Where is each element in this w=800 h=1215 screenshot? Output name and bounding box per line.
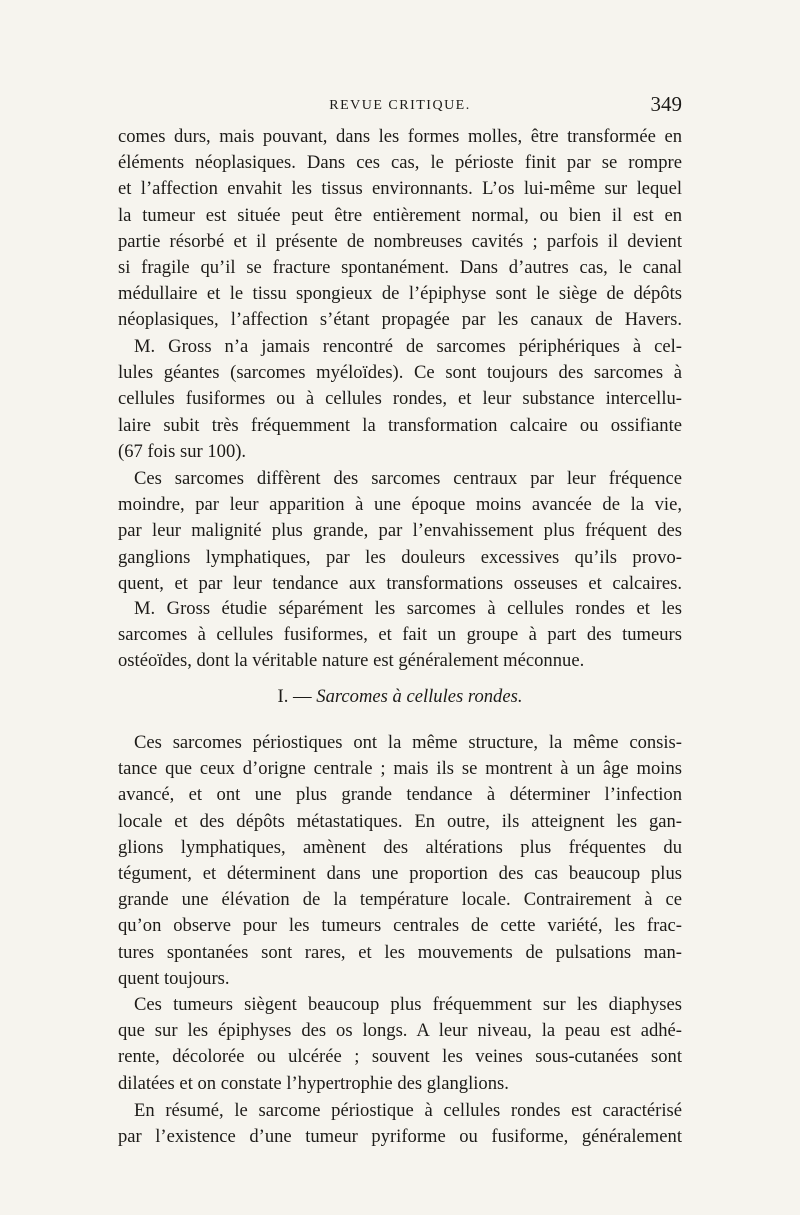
paragraph-6 xyxy=(118,992,682,1097)
text-line: cellules fusiformes ou à cellules rondes, et leur substance intercellu- xyxy=(118,388,682,410)
text-line: tures spontanées sont rares, et les mouvements de pulsations man- xyxy=(118,941,682,963)
text-line: glions lymphatiques, amènent des altérations plus fréquentes du xyxy=(118,836,682,858)
text-line: M. Gross n’a jamais rencontré de sarcomes périphériques à cel- xyxy=(134,336,682,357)
running-title: REVUE CRITIQUE. xyxy=(329,98,471,113)
paragraph-3 xyxy=(118,466,682,597)
text-line: laire subit très fréquemment la transformation calcaire ou ossifiante xyxy=(118,414,682,436)
text-line: éléments néoplasiques. Dans ces cas, le périoste finit par se rompre xyxy=(118,152,682,174)
paragraph-7 xyxy=(118,1098,682,1150)
text-line: rente, décolorée ou ulcérée ; souvent les veines sous-cutanées sont xyxy=(118,1046,682,1068)
text-line: ostéoïdes, dont la véritable nature est généralement méconnue. xyxy=(118,650,585,672)
paragraph-1 xyxy=(118,124,682,334)
text-line: et l’affection envahit les tissus environnants. L’os lui-même sur lequel xyxy=(118,178,682,200)
text-line: comes durs, mais pouvant, dans les formes molles, être transformée en xyxy=(118,126,682,147)
text-line: dilatées et on constate l’hypertrophie des glanglions. xyxy=(118,1072,509,1094)
text-line: néoplasiques, l’affection s’étant propagée par les canaux de Havers. xyxy=(118,309,682,331)
text-line: Ces sarcomes diffèrent des sarcomes centraux par leur fréquence xyxy=(134,468,682,489)
text-line: tance que ceux d’origne centrale ; mais ils se montrent à un âge moins xyxy=(118,758,682,780)
text-line: sarcomes à cellules fusiformes, et fait un groupe à part des tumeurs xyxy=(118,624,682,646)
page-number: 349 xyxy=(650,92,682,116)
text-line: partie résorbé et il présente de nombreuses cavités ; parfois il devient xyxy=(118,230,682,252)
text-line: tégument, et déterminent dans une proportion des cas beaucoup plus xyxy=(118,862,682,884)
text-line: quent, et par leur tendance aux transformations osseuses et calcaires. xyxy=(118,572,682,594)
text-line: médullaire et le tissu spongieux de l’épiphyse sont le siège de dépôts xyxy=(118,283,682,305)
text-line: par l’existence d’une tumeur pyriforme ou fusiforme, généralement xyxy=(118,1126,682,1148)
section-title: Sarcomes à cellules rondes. xyxy=(316,686,523,707)
text-line: qu’on observe pour les tumeurs centrales de cette variété, les frac- xyxy=(118,915,682,937)
text-line: par leur malignité plus grande, par l’envahissement plus fréquent des xyxy=(118,520,682,542)
text-line: Ces tumeurs siègent beaucoup plus fréquemment sur les diaphyses xyxy=(134,994,682,1015)
text-line: M. Gross étudie séparément les sarcomes à cellules rondes et les xyxy=(134,598,682,619)
text-line: (67 fois sur 100). xyxy=(118,440,247,462)
text-line: locale et des dépôts métastatiques. En outre, ils atteignent les gan- xyxy=(118,810,682,832)
section-number: I. — xyxy=(277,686,312,707)
paragraph-2 xyxy=(118,334,682,465)
text-line: quent toujours. xyxy=(118,967,230,989)
text-line: En résumé, le sarcome périostique à cellules rondes est caractérisé xyxy=(134,1100,682,1121)
paragraph-5 xyxy=(118,730,682,992)
text-line: Ces sarcomes périostiques ont la même structure, la même consis- xyxy=(134,732,682,753)
text-line: avancé, et ont une plus grande tendance à déterminer l’infection xyxy=(118,784,682,806)
text-line: ganglions lymphatiques, par les douleurs excessives qu’ils provo- xyxy=(118,546,682,568)
section-heading xyxy=(118,684,682,710)
text-line: moindre, par leur apparition à une époque moins avancée de la vie, xyxy=(118,494,682,516)
paragraph-4 xyxy=(118,596,682,675)
running-head xyxy=(118,92,682,118)
text-line: lules géantes (sarcomes myéloïdes). Ce sont toujours des sarcomes à xyxy=(118,362,682,384)
text-line: si fragile qu’il se fracture spontanément. Dans d’autres cas, le canal xyxy=(118,256,682,278)
text-line: que sur les épiphyses des os longs. A leur niveau, la peau est adhé- xyxy=(118,1020,682,1042)
text-line: grande une élévation de la température locale. Contrairement à ce xyxy=(118,889,682,911)
text-line: la tumeur est située peut être entièrement normal, ou bien il est en xyxy=(118,204,682,226)
